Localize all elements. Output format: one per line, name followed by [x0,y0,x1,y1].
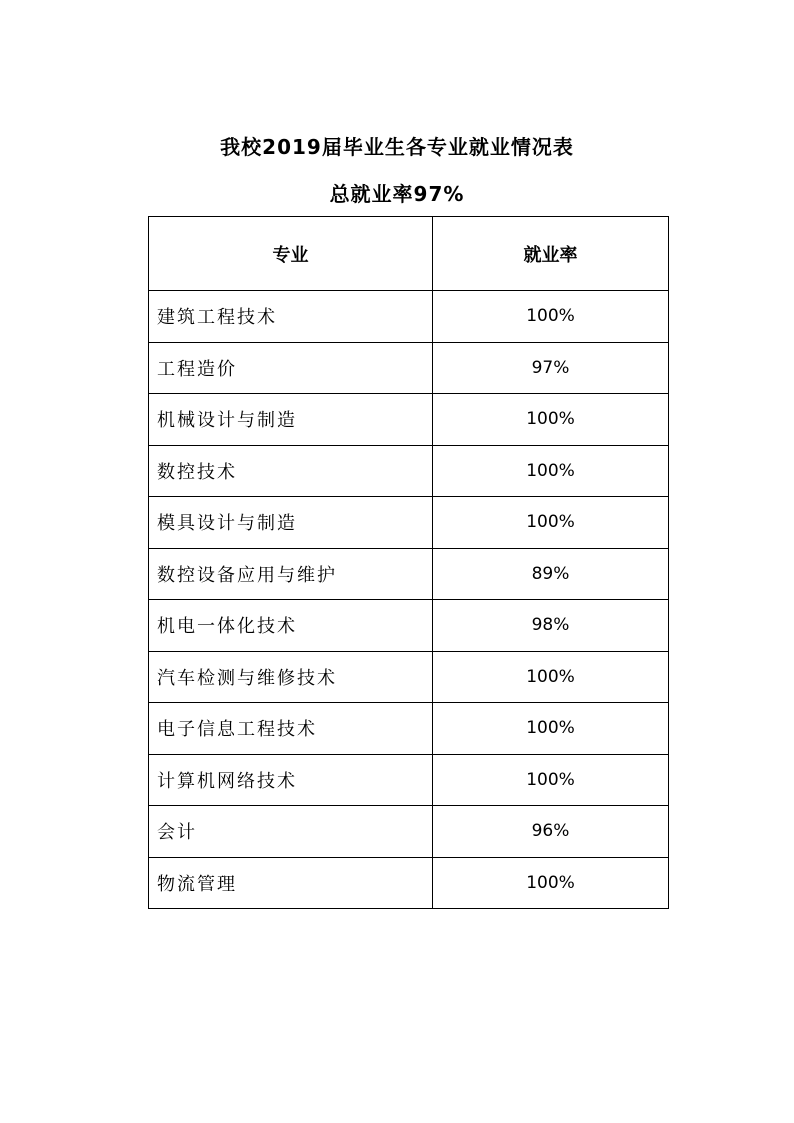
rate-cell: 100% [433,497,669,549]
header-major: 专业 [149,217,433,291]
table-row [149,600,669,652]
table-row [149,806,669,858]
major-cell: 计算机网络技术 [149,754,433,806]
employment-table [148,216,669,909]
table-row [149,291,669,343]
major-cell: 物流管理 [149,857,433,909]
table-row [149,754,669,806]
table-row [149,703,669,755]
table-row [149,342,669,394]
table-row [149,445,669,497]
major-cell: 数控设备应用与维护 [149,548,433,600]
page-title: 我校2019届毕业生各专业就业情况表 [220,135,574,159]
table-header-row [149,217,669,291]
table-row [149,497,669,549]
major-cell: 机械设计与制造 [149,394,433,446]
table-row [149,651,669,703]
rate-cell: 96% [433,806,669,858]
major-cell: 工程造价 [149,342,433,394]
rate-cell: 89% [433,548,669,600]
major-cell: 汽车检测与维修技术 [149,651,433,703]
major-cell: 会计 [149,806,433,858]
rate-cell: 100% [433,651,669,703]
rate-cell: 98% [433,600,669,652]
rate-cell: 100% [433,291,669,343]
rate-cell: 100% [433,394,669,446]
major-cell: 模具设计与制造 [149,497,433,549]
major-cell: 数控技术 [149,445,433,497]
rate-cell: 100% [433,754,669,806]
major-cell: 电子信息工程技术 [149,703,433,755]
rate-cell: 100% [433,445,669,497]
header-rate: 就业率 [433,217,669,291]
table-row [149,548,669,600]
major-cell: 机电一体化技术 [149,600,433,652]
table-row [149,857,669,909]
rate-cell: 100% [433,857,669,909]
major-cell: 建筑工程技术 [149,291,433,343]
rate-cell: 100% [433,703,669,755]
table-row [149,394,669,446]
page-subtitle: 总就业率97% [329,182,465,206]
rate-cell: 97% [433,342,669,394]
